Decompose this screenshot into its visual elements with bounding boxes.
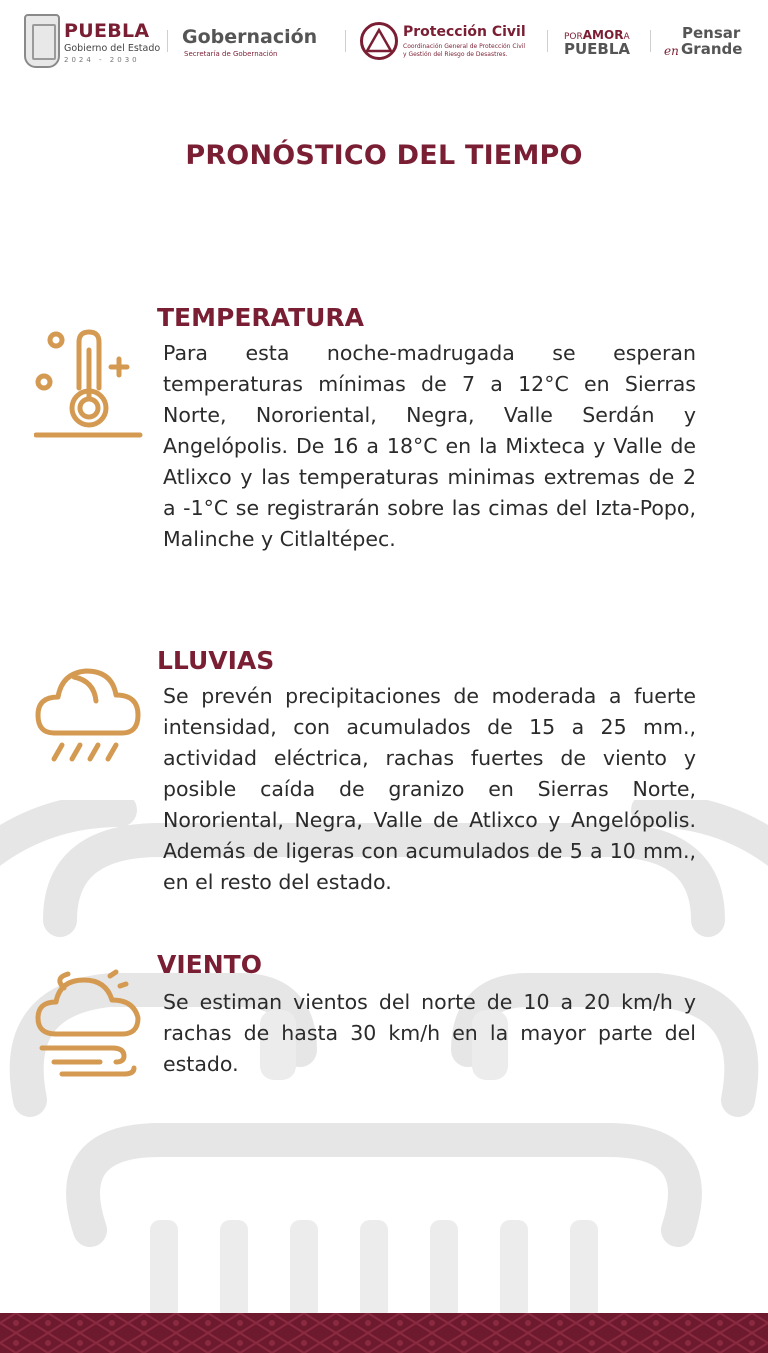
gobernacion-logo	[182, 14, 332, 64]
section-body-temperatura: Para esta noche-madrugada se esperan temperaturas mínimas de 7 a 12°C en Sierras Norte, Nororiental, Negra, Valle Serdán y Angelópolis. De 16 a 18°C en la Mixteca y Valle de Atlixco y las temperaturas minimas extremas de 2 a -1°C se registrarán sobre las cimas del Izta-Popo, Malinche y Citlaltépec.	[163, 341, 696, 551]
divider	[547, 30, 548, 52]
por-amor-bottom: PUEBLA	[564, 40, 631, 58]
footer-band	[0, 1313, 768, 1353]
por-amor-prefix: POR	[564, 32, 583, 42]
divider	[345, 30, 346, 52]
por-amor-suffix: A	[623, 32, 630, 42]
section-body-viento: Se estiman vientos del norte de 10 a 20 km/h y rachas de hasta 30 km/h en la mayor parte del estado.	[163, 990, 696, 1076]
section-heading-lluvias: LLUVIAS	[157, 646, 275, 675]
coat-of-arms-icon	[24, 14, 60, 68]
puebla-name: PUEBLA	[64, 20, 150, 42]
puebla-logo	[24, 14, 159, 70]
section-heading-viento: VIENTO	[157, 950, 262, 979]
gobernacion-subtitle: Secretaría de Gobernación	[184, 50, 278, 58]
proteccion-civil-logo	[360, 14, 535, 64]
pensar-top: Pensar	[682, 24, 741, 42]
wind-cloud-icon	[34, 968, 144, 1080]
proteccion-civil-subtitle-2: y Gestión del Riesgo de Desastres.	[403, 51, 508, 58]
pensar-en: en	[664, 44, 679, 58]
proteccion-civil-name: Protección Civil	[403, 24, 526, 40]
proteccion-civil-subtitle-1: Coordinación General de Protección Civil	[403, 43, 526, 50]
por-amor-word: AMOR	[582, 28, 624, 42]
section-heading-temperatura: TEMPERATURA	[157, 303, 365, 332]
thermometer-icon	[34, 328, 144, 440]
footer-pattern	[0, 1313, 768, 1353]
puebla-years: 2024 - 2030	[64, 56, 140, 64]
header-logos	[0, 0, 768, 80]
proteccion-civil-emblem-icon	[360, 22, 398, 60]
puebla-subtitle: Gobierno del Estado	[64, 43, 161, 54]
por-amor-logo	[562, 14, 637, 64]
gobernacion-name: Gobernación	[182, 26, 318, 48]
page-title: PRONÓSTICO DEL TIEMPO	[185, 140, 583, 171]
rain-cloud-icon	[34, 655, 144, 767]
section-body-lluvias: Se prevén precipitaciones de moderada a fuerte intensidad, con acumulados de 15 a 25 mm., actividad eléctrica, rachas fuertes de viento y posible caída de granizo en Sierras Norte, Nororiental, Negra, Valle de Atlixco y Angelópolis. Además de ligeras con acumulados de 5 a 10 mm., en el resto del estado.	[163, 684, 696, 894]
pensar-en-grande-logo	[664, 14, 754, 64]
divider	[650, 30, 651, 52]
divider	[167, 30, 168, 52]
pensar-grande: Grande	[681, 40, 743, 58]
